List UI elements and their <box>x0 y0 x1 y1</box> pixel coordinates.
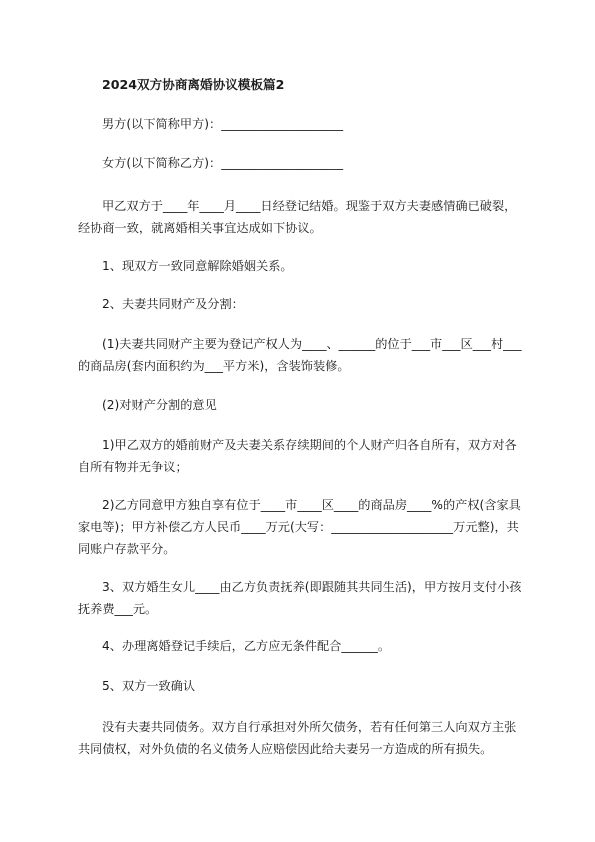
clause-4: 4、办理离婚登记手续后，乙方应无条件配合______。 <box>102 639 391 653</box>
clause-2-2: (2)对财产分割的意见 <box>102 398 217 412</box>
wife-line: 女方(以下简称乙方)：____________________ <box>102 156 344 170</box>
clause-2-1: (1)夫妻共同财产主要为登记产权人为____、______的位于___市___区___村___的商品房(套内面积约为___平方米)，含装饰装修。 <box>78 337 522 373</box>
intro-paragraph: 甲乙双方于____年____月____日经登记结婚。现鉴于双方夫妻感情确已破裂，经协商一致，就离婚相关事宜达成如下协议。 <box>78 199 517 235</box>
document-title: 2024双方协商离婚协议模板篇2 <box>102 77 285 92</box>
clause-1: 1、现双方一致同意解除婚姻关系。 <box>102 259 293 273</box>
husband-line: 男方(以下简称甲方)：____________________ <box>102 117 344 131</box>
clause-2-2-2: 2)乙方同意甲方独自享有位于____市____区____的商品房____%的产权(含家具家电等)；甲方补偿乙方人民币____万元(大写：____________________万元整)，共同账户存款平分。 <box>78 498 521 556</box>
clause-2: 2、夫妻共同财产及分割： <box>102 297 244 311</box>
clause-2-2-1: 1)甲乙双方的婚前财产及夫妻关系存续期间的个人财产归各自所有，双方对各自所有物并无争议； <box>78 438 517 474</box>
clause-5-body: 没有夫妻共同债务。双方自行承担对外所欠债务，若有任何第三人向双方主张共同债权，对外负债的名义债务人应赔偿因此给夫妻另一方造成的所有损失。 <box>78 720 517 756</box>
clause-3: 3、双方婚生女儿____由乙方负责抚养(即跟随其共同生活)，甲方按月支付小孩抚养费___元。 <box>78 580 522 616</box>
clause-5: 5、双方一致确认 <box>102 679 196 693</box>
